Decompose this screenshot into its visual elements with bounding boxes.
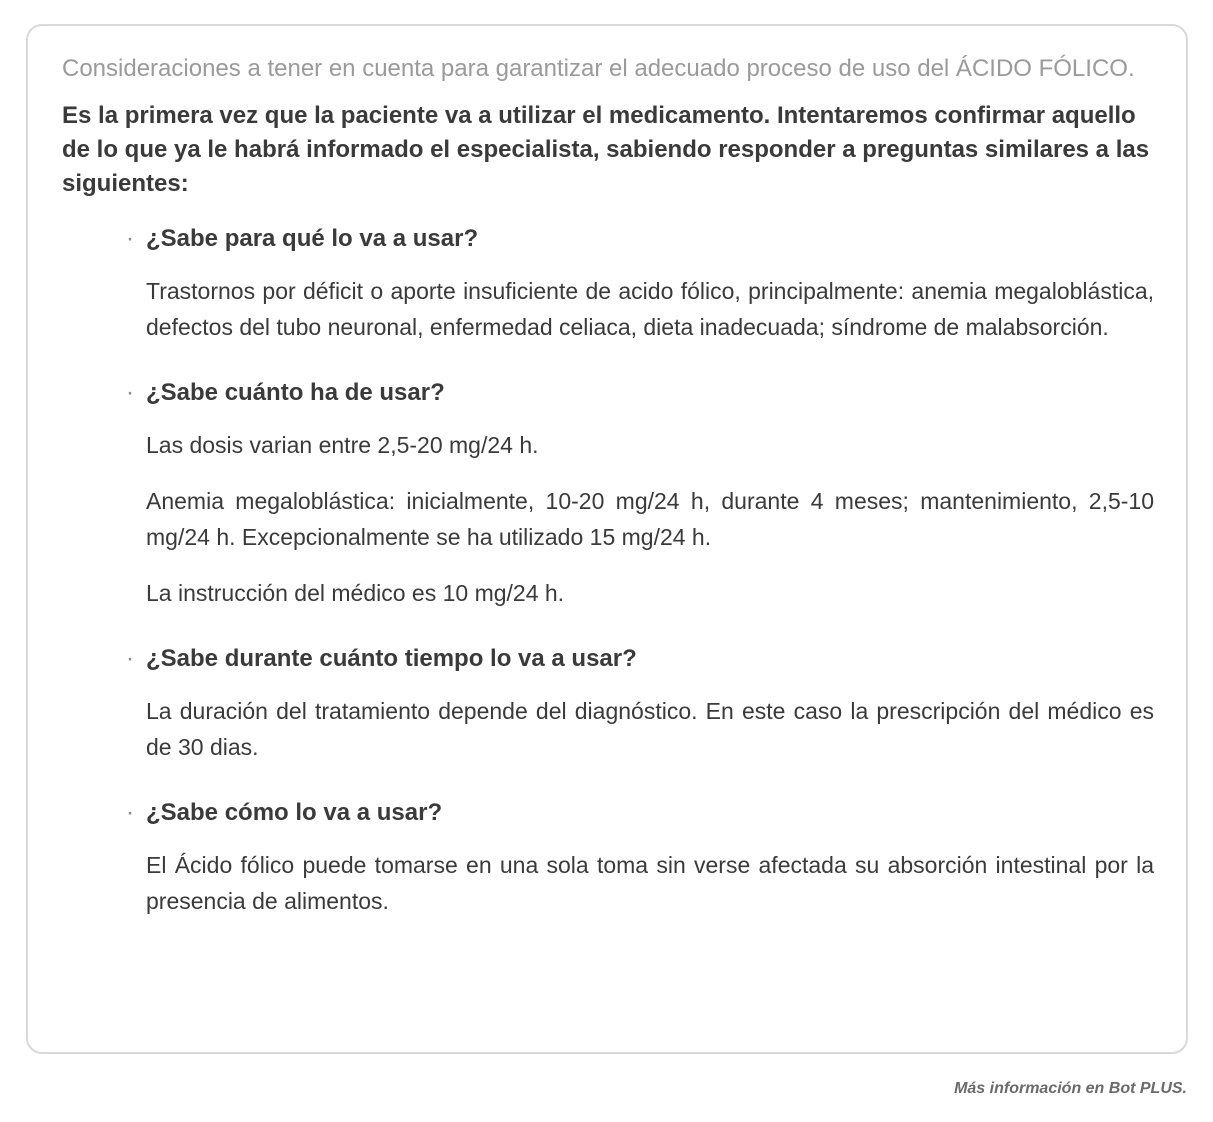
question-section: [62, 223, 1154, 345]
question-text: ¿Sabe durante cuánto tiempo lo va a usar?: [146, 645, 637, 672]
bullet-icon: ·: [126, 799, 134, 826]
answer-text: La duración del tratamiento depende del diagnóstico. En este caso la prescripción del médico es de 30 dias.: [146, 698, 1154, 760]
question-heading: [62, 643, 1154, 675]
question-section: [62, 377, 1154, 611]
question-section: [62, 643, 1154, 765]
more-info-footer: Más información en Bot PLUS.: [954, 1080, 1187, 1097]
answer-text: Anemia megaloblástica: inicialmente, 10-20 mg/24 h, durante 4 meses; mantenimiento, 2,5-10 mg/24 h. Excepcionalmente se ha utilizado 15 mg/24 h.: [146, 488, 1154, 550]
bullet-icon: ·: [126, 645, 134, 672]
intro-text: Consideraciones a tener en cuenta para garantizar el adecuado proceso de uso del ÁCIDO FÓLICO.: [62, 55, 1135, 82]
question-heading: [62, 223, 1154, 255]
question-heading: [62, 797, 1154, 829]
answer-text: El Ácido fólico puede tomarse en una sola toma sin verse afectada su absorción intestinal por la presencia de alimentos.: [146, 852, 1154, 914]
bullet-icon: ·: [126, 225, 134, 252]
question-text: ¿Sabe cuánto ha de usar?: [146, 379, 445, 406]
answer-text: Las dosis varian entre 2,5-20 mg/24 h.: [146, 432, 539, 458]
question-text: ¿Sabe cómo lo va a usar?: [146, 799, 443, 826]
answer-text: La instrucción del médico es 10 mg/24 h.: [146, 580, 565, 606]
info-card: [26, 24, 1188, 1054]
lead-text: Es la primera vez que la paciente va a utilizar el medicamento. Intentaremos confirmar aquello de lo que ya le habrá informado el especialista, sabiendo responder a preguntas similares a las siguientes:: [62, 102, 1150, 197]
question-section: [62, 797, 1154, 919]
question-heading: [62, 377, 1154, 409]
bullet-icon: ·: [126, 379, 134, 406]
question-text: ¿Sabe para qué lo va a usar?: [146, 225, 479, 252]
answer-text: Trastornos por déficit o aporte insuficiente de acido fólico, principalmente: anemia megaloblástica, defectos del tubo neuronal, enfermedad celiaca, dieta inadecuada; síndrome de malabsorción.: [146, 278, 1154, 340]
